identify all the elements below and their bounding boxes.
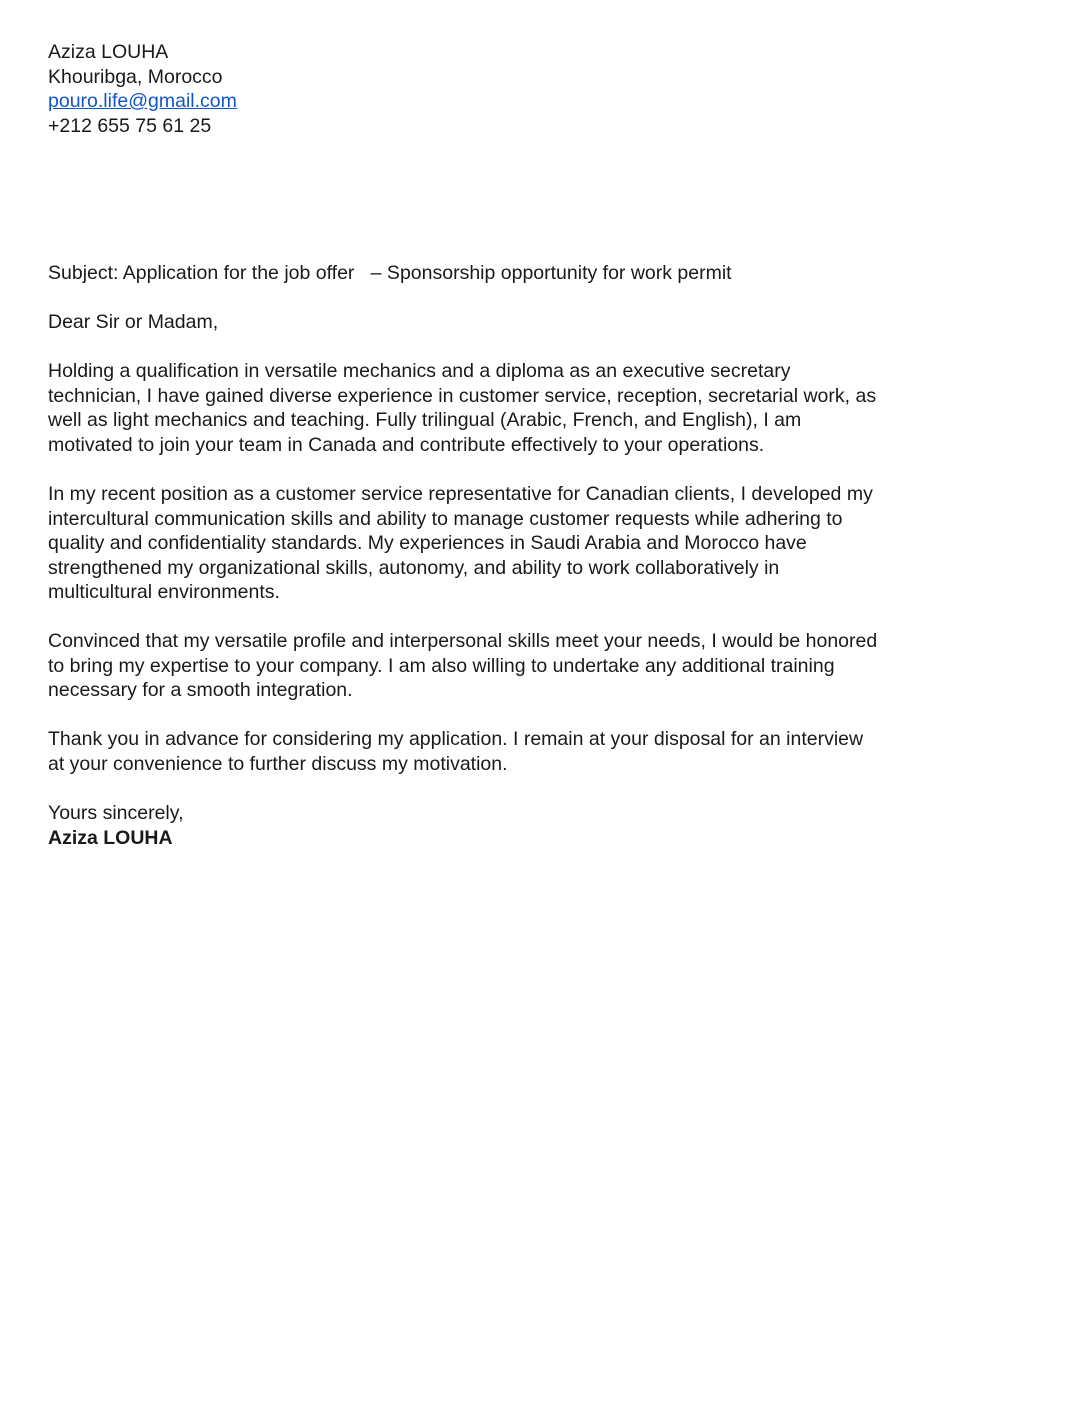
paragraph-line: well as light mechanics and teaching. Fully trilingual (Arabic, French, and English), I am	[48, 409, 802, 431]
paragraph-line: multicultural environments.	[48, 581, 280, 603]
sender-phone: +212 655 75 61 25	[48, 114, 212, 137]
sender-location: Khouribga, Morocco	[48, 65, 223, 88]
paragraph-line: at your convenience to further discuss my motivation.	[48, 752, 508, 775]
paragraph-line: strengthened my organizational skills, autonomy, and ability to work collaboratively in	[48, 556, 780, 579]
paragraph-1	[48, 359, 1008, 457]
closing: Yours sincerely,	[48, 802, 184, 824]
paragraph-line: intercultural communication skills and ability to manage customer requests while adhering to	[48, 507, 843, 530]
signature: Aziza LOUHA	[48, 826, 173, 849]
paragraph-line: Convinced that my versatile profile and interpersonal skills meet your needs, I would be honored	[48, 630, 878, 652]
paragraph-line: technician, I have gained diverse experience in customer service, reception, secretarial work, as	[48, 384, 877, 407]
paragraph-4	[48, 727, 1008, 776]
paragraph-line: In my recent position as a customer service representative for Canadian clients, I developed my	[48, 483, 873, 505]
paragraph-line: motivated to join your team in Canada and contribute effectively to your operations.	[48, 433, 765, 456]
paragraph-line: Thank you in advance for considering my application. I remain at your disposal for an interview	[48, 728, 864, 750]
subject-line: Subject: Application for the job offer – Sponsorship opportunity for work permit	[48, 262, 732, 284]
salutation: Dear Sir or Madam,	[48, 311, 219, 333]
paragraph-3	[48, 629, 1008, 703]
paragraph-line: Holding a qualification in versatile mechanics and a diploma as an executive secretary	[48, 360, 791, 382]
sender-block	[48, 40, 1008, 138]
sender-email-link[interactable]: pouro.life@gmail.com	[48, 90, 237, 112]
paragraph-line: quality and confidentiality standards. My experiences in Saudi Arabia and Morocco have	[48, 532, 807, 554]
sender-name: Aziza LOUHA	[48, 41, 169, 63]
paragraph-line: to bring my expertise to your company. I am also willing to undertake any additional training	[48, 654, 835, 677]
closing-block	[48, 801, 1008, 850]
paragraph-line: necessary for a smooth integration.	[48, 679, 353, 701]
paragraph-2	[48, 482, 1008, 605]
